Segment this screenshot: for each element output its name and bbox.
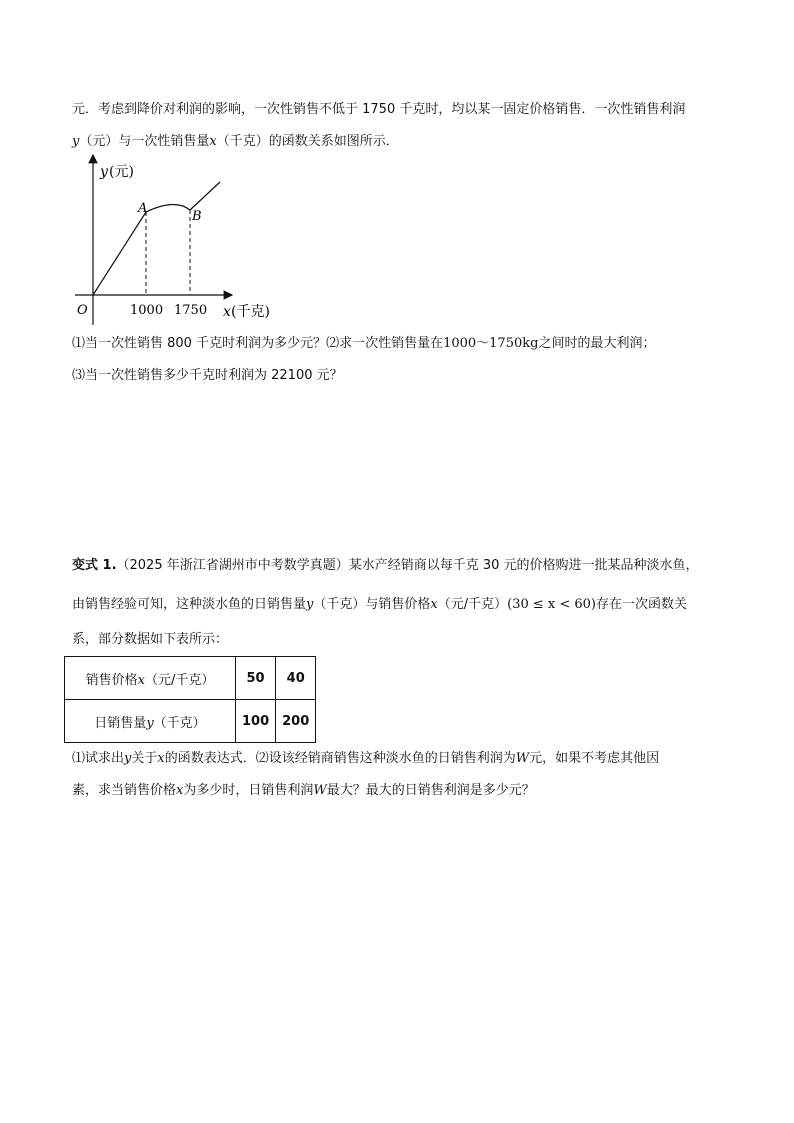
table-cell: 40 — [276, 657, 316, 700]
variant-question-line-2 — [72, 781, 535, 801]
vq-var-w: W — [313, 783, 327, 798]
data-table — [64, 656, 316, 743]
vq-var-y: y — [124, 751, 132, 766]
vq-text: 元，如果不考虑其他因 — [529, 751, 660, 766]
q1-text: ⑴当一次性销售 800 千克时利润为多少元？⑵求一次性销售量在 — [72, 336, 444, 351]
intro-text-2b: （千克）的函数关系如图所示． — [216, 134, 399, 149]
point-a-label: A — [138, 201, 148, 216]
table-row — [65, 657, 316, 700]
intro-line-2 — [72, 132, 399, 152]
origin-label: O — [77, 303, 88, 318]
vq-text: 关于 — [131, 751, 158, 766]
vq-text: ⑴试求出 — [72, 751, 125, 766]
variant-line-3 — [72, 630, 228, 650]
x-axis-unit: (千克) — [231, 304, 270, 320]
q1-range: 1000～1750kg — [443, 336, 539, 351]
variant-condition: (30 ≤ x < 60) — [507, 597, 596, 612]
table-row-label-price: 销售价格x（元/千克） — [65, 657, 236, 700]
vq-text: 最大？最大的日销售利润是多少元？ — [326, 783, 535, 798]
table-row-label-volume: 日销售量y（千克） — [65, 700, 236, 743]
segment-b-beyond — [190, 182, 220, 210]
question-1-2 — [72, 334, 655, 354]
variant-var-y: y — [306, 597, 314, 612]
variant-question-line-1 — [72, 749, 659, 769]
tick-1000: 1000 — [130, 303, 164, 318]
variant-text-2a: 由销售经验可知，这种淡水鱼的日销售量 — [72, 597, 307, 612]
variant-text-2d: 存在一次函数关 — [596, 597, 688, 612]
vq-text: 的函数表达式．⑵设该经销商销售这种淡水鱼的日销售利润为 — [164, 751, 516, 766]
vq-var-x: x — [176, 783, 184, 798]
vq-var-x: x — [157, 751, 165, 766]
curve-a-b — [146, 204, 190, 212]
y-axis-unit: (元) — [109, 164, 134, 180]
variant-line-1 — [72, 556, 699, 576]
variant-text-2c: （元/千克） — [437, 597, 508, 612]
table-cell: 100 — [236, 700, 276, 743]
variant-title: 变式 1. — [72, 558, 117, 573]
vq-var-w: W — [515, 751, 530, 766]
tick-1750: 1750 — [174, 303, 208, 318]
table-row — [65, 700, 316, 743]
intro-line-1 — [72, 100, 685, 120]
variant-text-2b: （千克）与销售价格 — [313, 597, 431, 612]
variant-var-x: x — [430, 597, 438, 612]
variant-source: （2025 年浙江省湖州市中考数学真题）某水产经销商以每千克 30 元的价格购进一批某品种淡水鱼， — [116, 558, 699, 573]
intro-text-2a: （元）与一次性销售量 — [79, 134, 210, 149]
x-axis-var: x — [223, 304, 231, 320]
profit-function-graph — [60, 150, 290, 330]
y-axis-var: y — [100, 164, 108, 180]
question-3 — [72, 366, 343, 386]
q1-end: 之间时的最大利润； — [538, 336, 656, 351]
variant-line-2 — [72, 595, 687, 615]
var-y: y — [72, 134, 80, 149]
segment-o-a — [93, 212, 146, 295]
table-cell: 50 — [236, 657, 276, 700]
point-b-label: B — [192, 209, 202, 224]
variant-text-3: 系，部分数据如下表所示： — [72, 632, 229, 647]
table-cell: 200 — [276, 700, 316, 743]
intro-text-1: 元．考虑到降价对利润的影响，一次性销售不低于 1750 千克时，均以某一固定价格销售．一次性销售利润 — [72, 102, 686, 117]
var-x: x — [209, 134, 217, 149]
q3-text: ⑶当一次性销售多少千克时利润为 22100 元？ — [72, 368, 343, 383]
vq-text: 为多少时，日销售利润 — [183, 783, 314, 798]
vq-text: 素，求当销售价格 — [72, 783, 177, 798]
